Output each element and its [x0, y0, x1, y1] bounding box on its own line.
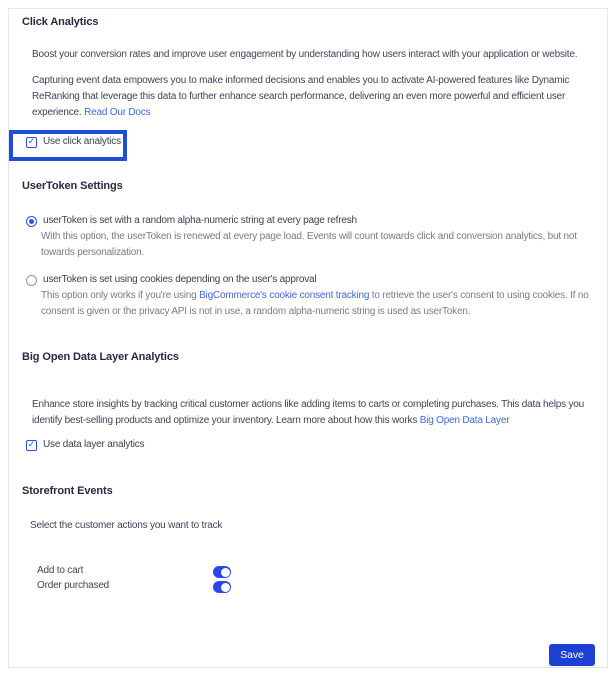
section-title-click-analytics: Click Analytics — [22, 16, 99, 28]
read-our-docs-link[interactable]: Read Our Docs — [84, 107, 151, 118]
usertoken-option-random-radio-row[interactable] — [26, 215, 357, 227]
usertoken-option-random-label: userToken is set with a random alpha-numeric string at every page refresh — [43, 215, 357, 226]
usertoken-option-cookies-label: userToken is set using cookies depending on the user's approval — [43, 274, 317, 285]
toggle-order-purchased[interactable] — [213, 581, 231, 593]
usertoken-option-cookies-radio[interactable] — [26, 275, 37, 286]
big-open-data-layer-description — [32, 397, 598, 429]
save-button[interactable]: Save — [549, 644, 595, 666]
bigcommerce-cookie-consent-link[interactable]: BigCommerce's cookie consent tracking — [199, 290, 370, 301]
checkmark-icon: ✓ — [27, 439, 36, 450]
usertoken-option-random-description: With this option, the userToken is renewed at every page load. Events will count towards click and conversion analytics, but not towards personalization. — [41, 231, 577, 258]
usertoken-option-cookies-radio-row[interactable] — [26, 274, 316, 286]
storefront-events-subtitle: Select the customer actions you want to track — [30, 520, 223, 531]
toggle-knob-icon — [221, 583, 230, 592]
use-data-layer-analytics-label: Use data layer analytics — [43, 439, 145, 450]
section-title-storefront-events: Storefront Events — [22, 485, 113, 497]
click-analytics-description-1: Boost your conversion rates and improve user engagement by understanding how users interact with your application or website. — [32, 49, 578, 60]
usertoken-cookies-description-post: to retrieve the user's consent to using cookies. If no consent is given or the privacy API is not in use, a random alpha-numeric string is used as userToken. — [41, 290, 589, 317]
use-data-layer-analytics-checkbox[interactable] — [26, 440, 37, 451]
click-analytics-description-2-text: Capturing event data empowers you to make informed decisions and enables you to activate AI-powered features like Dynamic ReRanking that leverage this data to further enhance search performance, delivering an even more powerful and efficient user experience. — [32, 75, 570, 118]
use-click-analytics-checkbox-row[interactable] — [26, 136, 121, 148]
toggle-knob-icon — [221, 568, 230, 577]
section-title-big-open-data-layer: Big Open Data Layer Analytics — [22, 351, 179, 363]
usertoken-cookies-description-pre: This option only works if you're using — [41, 290, 200, 301]
toggle-add-to-cart[interactable] — [213, 566, 231, 578]
usertoken-option-cookies-description — [41, 288, 593, 320]
usertoken-option-random-radio[interactable] — [26, 216, 37, 227]
event-label-add-to-cart: Add to cart — [37, 565, 84, 576]
big-open-data-layer-link[interactable]: Big Open Data Layer — [419, 415, 510, 426]
big-open-data-layer-description-text: Enhance store insights by tracking critical customer actions like adding items to carts or completing purchases. This data helps you identify best-selling products and optimize your inventory. Learn more about how this works — [32, 399, 585, 426]
click-analytics-description-2 — [32, 73, 598, 121]
event-label-order-purchased: Order purchased — [37, 580, 110, 591]
radio-dot-icon — [29, 219, 34, 224]
use-data-layer-analytics-checkbox-row[interactable] — [26, 439, 144, 451]
use-click-analytics-label: Use click analytics — [43, 136, 121, 147]
section-title-usertoken-settings: UserToken Settings — [22, 180, 123, 192]
use-click-analytics-checkbox[interactable] — [26, 137, 37, 148]
checkmark-icon: ✓ — [27, 136, 36, 147]
